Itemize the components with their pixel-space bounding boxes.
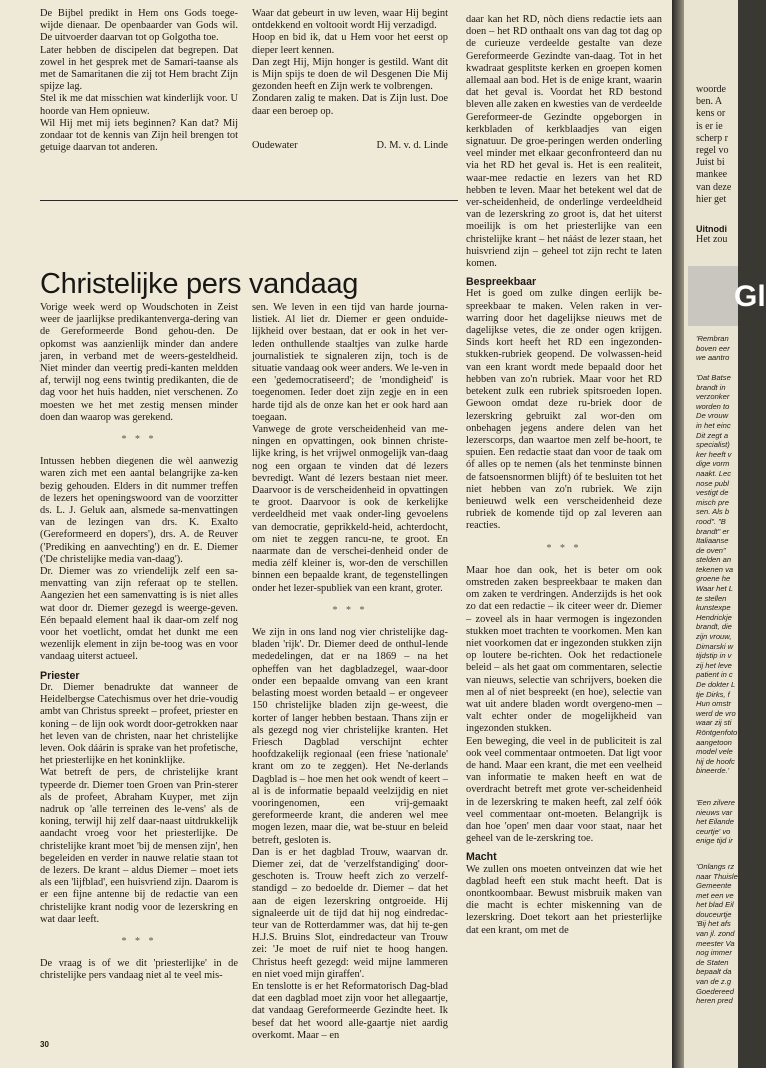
article-headline: Christelijke pers vandaag	[40, 268, 359, 300]
text-line: verzonker	[696, 392, 730, 402]
paragraph: Het is goed om zulke dingen eerlijk be-spreekbaar te maken. Velen raken in ver-warring door het dagelijkse nieuws met de dagelijkse vetes, die ze onder ogen krijgen. Sinds kort heeft het RD een ingezonden-stukken-rubriek geopend. De volwassen-heid van een krant wordt mede bepaald door het hebben van zo'n rubriek. Maar voor het RD betekent zulk een rubriek spitsroeden lopen. Gewoon omdat deze ru-briek door de lezerskring gebruikt zal wor-den om onbehagen jegens andere delen van het lezerscorps, dan waartoe men zelf be-hoort, te spuien. Een redactie staat dan voor de taak om óf alles op te nemen (als het tenminste binnen de fatsoensnormen blijft) óf te besluiten tot het niet hebben van zo'n rubriek. We zijn benieuwd welk een verscheidenheid deze rubriek de komende tijd op zal leveren aan reacties.	[466, 288, 662, 532]
article-column-a	[40, 302, 238, 983]
signature	[252, 140, 448, 152]
text-line: Dimarski w	[696, 641, 734, 651]
next-page-body	[684, 862, 738, 1006]
text-line: te stellen	[696, 593, 727, 603]
text-line: meester Va	[696, 938, 735, 948]
text-line: ben. A	[696, 96, 723, 108]
article-column-b	[252, 302, 448, 1042]
paragraph: Maar hoe dan ook, het is beter om ook omstreden zaken bespreekbaar te maken dan om zaken te verdringen. Anderzijds is het ook zo dat een redactie – ik citeer weer dr. Diemer – zoveel als in haar vermogen is ingezonden stukken moet trachten te voorkomen. Men kan niet voorkomen dat er ingezonden stukken zijn op loutere be-richten. Ook het redactionele beleid – als het gaat om commentaren, selectie van nieuws, selectie van schrijvers, boeken die men al of niet bespreekt (en hoe), selectie van wat uit andere bladen wordt overgeno-men – valt echter onder de mogelijkheid van ingezonden stukken.	[466, 564, 662, 735]
paragraph: Wil Hij met mij iets beginnen? Kan dat? Mij zondaar tot de kennis van Zijn heil brengen tot getuige daarvan tot anderen.	[40, 117, 238, 154]
text-line: 'Een zilvere	[696, 797, 736, 807]
text-line: douceurtje	[696, 909, 732, 919]
top-article-col2	[252, 8, 448, 152]
top-article-col1	[40, 8, 238, 154]
text-line: we aantro	[696, 353, 730, 363]
text-line: aangetoon	[696, 737, 732, 747]
text-line: worden to	[696, 401, 730, 411]
text-line: Goedereed	[696, 986, 734, 996]
section-stars: * * *	[332, 604, 368, 616]
text-line: model vele	[696, 747, 733, 757]
text-line: De vrouw	[696, 411, 729, 421]
subheading-bespreekbaar: Bespreekbaar	[466, 276, 537, 289]
paragraph: Een beweging, die veel in de publiciteit is zal ook veel commentaar ontmoeten. Dat ligt voor de hand. Maar een krant, die met een veelheid van informatie te maken heeft en wat de overdracht betreft met grote ver-scheidenheid in de lezerskring te maken heeft, zal zelf óók veel commentaar ont-moeten. Belangrijk is dan hoe 'open' men daar voor staat, naar het geheel van de le-zerskring toe.	[466, 735, 662, 845]
text-line: tijdstip in v	[696, 651, 732, 661]
text-line: groene he	[696, 574, 731, 584]
paragraph: En tenslotte is er het Reformatorisch Dag-blad dat een dagblad moet zijn voor het allegaartje, dat vandaag Gereformeerde Gezindte heet. Ik besef dat het woord alle-gaartje niet aardig overkomt. Maar – en	[252, 980, 448, 1041]
text-line: tekenen va	[696, 564, 734, 574]
text-line: boven eer	[696, 343, 730, 353]
text-line: mankee	[696, 169, 728, 181]
text-line: het Eilande	[696, 817, 734, 827]
text-line: kens or	[696, 108, 726, 120]
paragraph: sen. We leven in een tijd van harde journa-listiek. Al liet dr. Diemer er geen onduide-lijkheid over bestaan, dat er ook in het ver-leden onthullende staaltjes van zulke harde journalistiek te signaleren zijn, toch is de situatie vandaag ook weer anders. We le-ven in een 'gedemocratiseerd'; de 'mondigheid' is toegenomen. Ieder doet zijn zegje en in een harde tijd als de onze kan het er ook hard aan toegaan.	[252, 302, 448, 423]
text-line: Dit zegt a	[696, 430, 729, 440]
text-line: 'Rembran	[696, 334, 729, 344]
text-line: patient in c	[696, 670, 733, 680]
text-line: de Staten	[696, 957, 729, 967]
text-line: vestigt de	[696, 488, 729, 498]
text-line: Het zou	[696, 234, 728, 246]
text-line: hij de hoofc	[696, 756, 735, 766]
text-line: tje Dirks, f	[696, 689, 730, 699]
text-line: zijn vrouw,	[696, 632, 732, 642]
text-line: van jl. zond	[696, 929, 735, 939]
paragraph: Hoop en bid ik, dat u Hem voor het eerst op dieper leert kennen.	[252, 32, 448, 56]
text-line: brandt" er	[696, 526, 730, 536]
article-column-c	[466, 14, 662, 937]
paragraph: Stel ik me dat misschien wat kinderlijk voor. U hoorde van Hem opnieuw.	[40, 93, 238, 117]
text-line: kunstexpe	[696, 603, 731, 613]
paragraph: De vraag is of we dit 'priesterlijke' in de christelijke pers vandaag niet al te veel mis-	[40, 958, 238, 982]
text-line: brandt in	[696, 382, 726, 392]
text-line: bineerde.'	[696, 766, 730, 776]
text-line: van deze	[696, 181, 732, 193]
paragraph: Dan zegt Hij, Mijn honger is gestild. Want dit is Mijn spijs te doen de wil Desgenen Die Mij gezonden heeft en Zijn werk te volbrengen.	[252, 56, 448, 93]
text-line: in het einc	[696, 420, 731, 430]
text-line: enige tijd ir	[696, 836, 733, 846]
paragraph: Vanwege de grote verscheidenheid van me-ningen en opvattingen, ook binnen christe-lijke kring, is het vrijwel onmogelijk van-daag nog een orgaan te vinden dat dé lezers bevredigt. Want dé lezers bestaan niet meer. Daarvoor is de verscheidenheid in opvattingen te groot. Daarvoor is ook de kerkelijke verdeeldheid met vaak onder-ling gevoelens van democratie, geprikkeld-heid, achterdocht, om niet te zeggen rancu-ne, te groot. En naarmate dan de verschei-denheid onder de media zélf kleiner is, wor-den de verschillen binnen een bepaalde krant, de tegenstellingen onder het lezer-spubliek van een krant, groter.	[252, 424, 448, 594]
text-line: 'Onlangs rz	[696, 861, 735, 871]
paragraph: We zijn in ons land nog vier christelijke dag-bladen 'rijk'. Dr. Diemer deed de onthul-lende mededelingen, dat er na 1869 – na het opheffen van het dagbladzegel, waar-door onder een bepaalde omvang van een krant belasting moest worden betaald – er ongeveer 150 christelijke bladen zijn ge-weest, die korter of langer hebben bestaan. Thans zijn er als gezegd nog vier christelijke kranten. Het Friesch Dagblad verschijnt echter hoofdzakelijk regionaal (een friese 'nationale' krant om zo te zeggen). Het Ne-derlands Dagblad is – hoe men het ook wendt of keert – al is de informatie bepaald veelzijdig en niet vooringenomen, een vrij-gemaakt gereformeerde krant, die anderen wel mee mogen lezen, maar die, wat be-stuur en beleid betreft, gesloten is.	[252, 627, 448, 846]
text-line: brandt, die	[696, 622, 732, 632]
next-page-title: Uitnodi	[696, 224, 727, 235]
text-line: bepaalt da	[696, 967, 732, 977]
text-line: rood". "B	[696, 516, 726, 526]
text-line: van de z.g	[696, 977, 732, 987]
text-line: 'Bij het afs	[696, 919, 731, 929]
text-line: naar Thuisle	[696, 871, 738, 881]
paragraph: Waar dat gebeurt in uw leven, waar Hij begint ontdekkend en voltooit wordt Hij verzadigd.	[252, 8, 448, 32]
text-line: nog immer	[696, 948, 732, 958]
text-line: scherp r	[696, 132, 728, 144]
text-line: Juist bi	[696, 157, 725, 169]
book-gutter	[672, 0, 684, 1068]
paragraph: Wat betreft de pers, de christelijke krant typeerde dr. Diemer toen Groen van Prin-sterer als de profeet, Abraham Kuyper, met zijn nadruk op 'alle terreinen des le-vens' als de koning, terwijl hij zelf daar-naast uitdrukkelijk aandacht vroeg voor het priesterlijke. De christelijke krant moet 'bij de mensen zijn', hen begeleiden en verder in nauwe relatie staan tot de lezers. De krant – aldus Diemer – moet iets als een 'lijfblad', een huisvriend zijn. Daarom is er een fijne antenne bij de redactie van een christelijke krant nodig voor de lezerskring en wat daar leeft.	[40, 767, 238, 925]
signature-author: D. M. v. d. Linde	[376, 139, 448, 151]
text-line: werd de vro	[696, 708, 736, 718]
signature-place: Oudewater	[252, 139, 298, 151]
next-page-body	[684, 798, 738, 846]
text-line: Hun omstr	[696, 699, 732, 709]
text-line: specialist)	[696, 440, 730, 450]
text-line: Waar het L	[696, 584, 734, 594]
text-line: Italiaanse	[696, 536, 729, 546]
text-line: 'Dat Batse	[696, 373, 731, 383]
paragraph: Vorige week werd op Woudschoten in Zeist weer de jaarlijkse predikantenverga-dering van de Gereformeerde Bond gehou-den. De opkomst was aanzienlijk minder dan andere jaren, in verband met de weers-gesteldheid. Niet minder dan veertig predi-kanten meldden af, terwijl nog eens twintig predikanten, die de dag voor het huis hadden, niet verschenen. Zo moesten we het met zestig mensen minder doen dan waarop was gerekend.	[40, 302, 238, 423]
text-line: misch pre	[696, 497, 729, 507]
text-line: dige vorm	[696, 459, 730, 469]
banner-text: Gl	[734, 280, 766, 314]
text-line: Gemeente	[696, 881, 732, 891]
text-line: is er ie	[696, 120, 723, 132]
paragraph: daar kan het RD, nòch diens redactie iets aan doen – het RD onthaalt ons van dag tot dag op de curieuze verdeelde gestalte van deze Gereformeerde Gezindte van-daag. Tot in het kwadraat gesplitste kerken en groepen komen allemaal aan bod. Het is de enige krant, waarin dat het geval is. Voordat het RD bestond bleven alle zaken en kwesties van de verdeelde Gereformeer-de Gezindte opgeborgen in kerkbladen of kerkblaadjes van eigen signatuur. De groe-peringen werden onderling veel minder met elkaar geconfronteerd dan nu via het RD het geval is. Het is een realiteit, waar-mee redactie en lezers van het RD hebben te leven. Maar het betekent wel dat de ver-scheidenheid, de onderlinge verdeeldheid van de lezerskring zo groot is, dat het uiterst moeilijk is om het priesterlijke van een christelijke krant – het náást de lezer staan, het huisvriend zijn – geheel tot zijn recht te laten komen.	[466, 14, 662, 270]
section-divider	[40, 200, 458, 201]
text-line: ker heeft v	[696, 449, 732, 459]
paragraph: We zullen ons moeten ontveinzen dat wie het dagblad heeft een stuk macht heeft. Dat is onontkoombaar. Bewust misbruik maken van die macht is echter miskenning van de lezerskring. Doet tekort aan het priesterlijke dat een krant, om met de	[466, 863, 662, 936]
text-line: De dokter L	[696, 680, 736, 690]
text-line: de oven"	[696, 545, 726, 555]
text-line: nieuws var	[696, 807, 733, 817]
text-line: Hendrickje	[696, 612, 732, 622]
text-line: woorde	[696, 84, 726, 95]
page-number: 30	[40, 1040, 49, 1049]
next-page-banner	[688, 266, 766, 326]
paragraph: Intussen hebben diegenen die wèl aanwezig waren zich met een aantal belangrijke za-ken bezig gehouden. Elders in dit nummer treffen de lezers het openingswoord van de voorzitter ds. L. J. Geluk aan, alsmede sa-menvattingen van de lezingen van drs. K. Exalto (Gereformeerd en dopers'), drs. A. de Reuver ('Prediking en aanvechting') en dr. E. Diemer ('De christelijke media van-daag').	[40, 456, 238, 565]
paragraph: Zondaren zalig te maken. Dat is Zijn lust. Doe daar een beroep op.	[252, 93, 448, 117]
subheading-macht: Macht	[466, 851, 497, 864]
text-line: heren pred	[696, 996, 733, 1006]
text-line: waar zij sti	[696, 718, 732, 728]
text-line: Röntgenfoto	[696, 727, 738, 737]
next-page-lines	[684, 84, 738, 206]
paragraph: Dr. Diemer benadrukte dat wanneer de Heidelbergse Catechismus over het drie-voudig ambt van Christus spreekt – profeet, priester en koning – de lijn ook wordt door-getrokken naar het leven van de christen, naar het christelijke leven. Ook dáárin is sprake van het profetische, het priesterlijke en het koninklijke.	[40, 681, 238, 767]
section-stars: * * *	[121, 434, 157, 446]
paragraph: Dan is er het dagblad Trouw, waarvan dr. Diemer zei, dat de 'verzelfstandiging' door-geschoten is. Trouw heeft zich zo verzelf-standigd – zo bedoelde dr. Diemer – dat het aan de eigen lezerskring ontgroeide. Hij signaleerde uit de tijd dat hij nog eindredac-teur van de Rotterdammer was, dat hij te-gen H.J.S. Bruins Slot, eindredacteur van Trouw zei: 'Je moet de ruif niet te hoog hangen. Christus heeft gezegd: weid mijne lammeren en niet voed mijn giraffen'.	[252, 846, 448, 980]
section-stars: * * *	[121, 935, 157, 947]
text-line: stelden an	[696, 555, 732, 565]
text-line: naakt. Lec	[696, 468, 732, 478]
text-line: sen. Als b	[696, 507, 730, 517]
next-page-body	[684, 373, 738, 776]
paragraph: De Bijbel predikt in Hem ons Gods toege-wijde dienaar. De openbaarder van Gods wil. De uitvoerder daarvan tot op Golgotha toe.	[40, 8, 238, 44]
paragraph: Later hebben de discipelen dat begrepen. Dat zowel in het gesprek met de Samari-taanse als met de Samaritanen die zij tot Hem bracht Zijn spijze lag.	[40, 44, 238, 93]
subheading-priester: Priester	[40, 669, 80, 682]
text-line: nose publ	[696, 478, 729, 488]
text-line: regel vo	[696, 145, 729, 157]
next-page-edge	[684, 0, 766, 1068]
next-page-intro	[684, 334, 738, 363]
text-line: zij het leve	[696, 660, 732, 670]
text-line: hier get	[696, 193, 727, 205]
text-line: ceurtje' vo	[696, 826, 731, 836]
section-stars: * * *	[546, 542, 582, 554]
text-line: met een ve	[696, 890, 734, 900]
paragraph: Dr. Diemer was zo vriendelijk zelf een sa-menvatting van zijn referaat op te stellen. Aangezien het een samenvatting is is niet alles wat door dr. Diemer gezegd is weerge-geven. Eén bepaald element haal ik daar-om zelf nog voor het voetlicht, omdat het dunkt me een wezenlijk element in zijn be-toog was en voor vandaag uiterst actueel.	[40, 566, 238, 663]
text-line: het blad Eil	[696, 900, 734, 910]
